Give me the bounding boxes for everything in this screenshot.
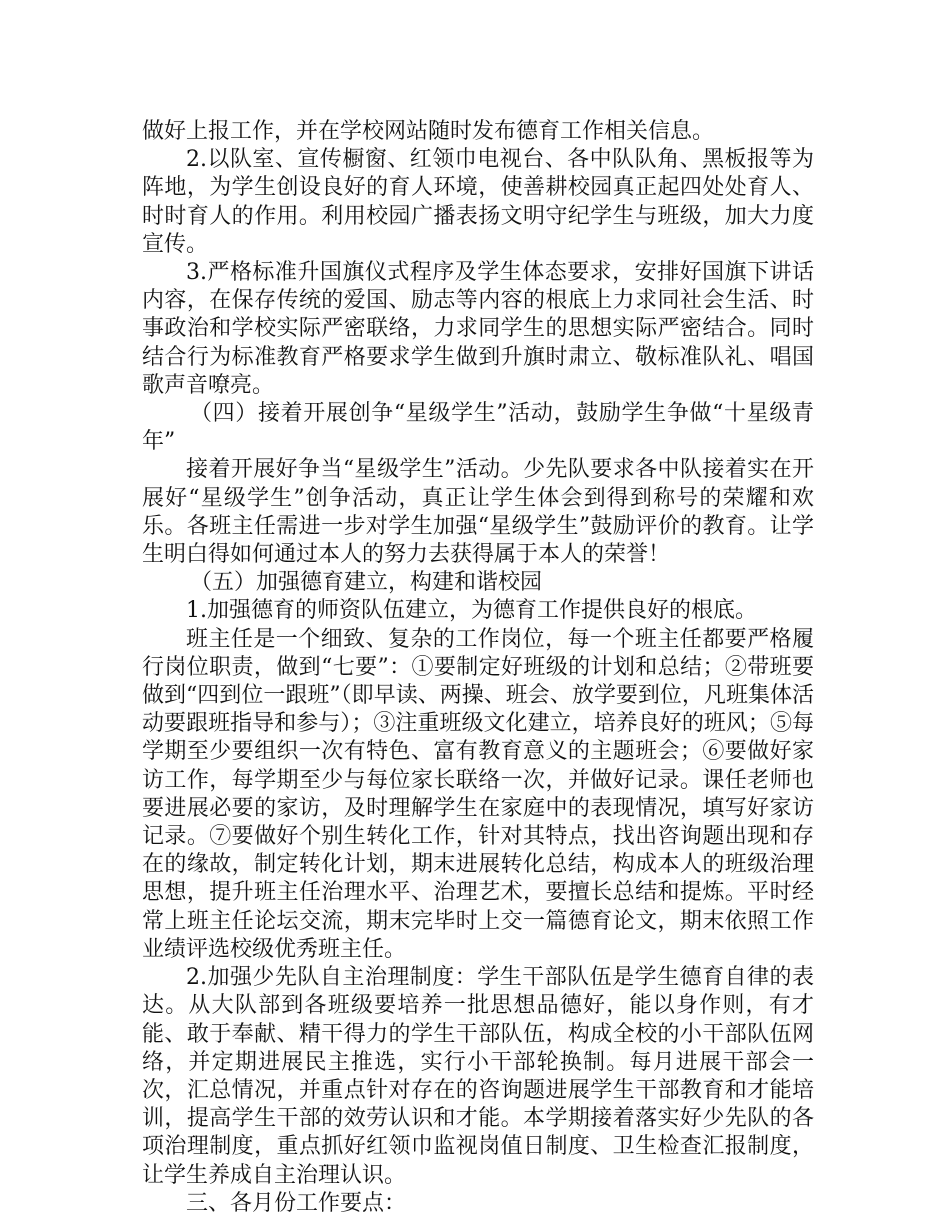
paragraph-class-teacher-duties: 班主任是一个细致、复杂的工作岗位，每一个班主任都要严格履行岗位职责，做到“七要”：①要制定好班级的计划和总结；②带班要做到“四到位一跟班”（即早读、两操、班会、放学要到位，凡班集体活动要跟班指导和参与）；③注重班级文化建立，培养良好的班风；⑤每学期至少要组织一次有特色、富有教育意义的主题班会；⑥要做好家访工作，每学期至少与每位家长联络一次，并做好记录。课任老师也要进展必要的家访，及时理解学生在家庭中的表现情况，填写好家访记录。⑦要做好个别生转化工作，针对其特点，找出咨询题出现和存在的缘故，制定转化计划，期末进展转化总结，构成本人的班级治理思想，提升班主任治理水平、治理艺术，要擅长总结和提炼。平时经常上班主任论坛交流，期末完毕时上交一篇德育论文，期末依照工作业绩评选校级优秀班主任。 (142, 626, 814, 962)
paragraph-report-work: 做好上报工作，并在学校网站随时发布德育工作相关信息。 (142, 119, 715, 144)
paragraph-item-3-flag-ceremony: 3.严格标准升国旗仪式程序及学生体态要求，安排好国旗下讲话内容，在保存传统的爱国、励志等内容的根底上力求同社会生活、时事政治和学校实际严密联络，力求同学生的思想实际严密结合。同时结合行为标准教育严格要求学生做到升旗时肃立、敬标准队礼、唱国歌声音嘹亮。 (142, 260, 814, 398)
section-heading-4-star-students: （四）接着开展创争“星级学生”活动，鼓励学生争做“十星级青年” (142, 401, 814, 455)
paragraph-star-students-activity: 接着开展好争当“星级学生”活动。少先队要求各中队接着实在开展好“星级学生”创争活动，真正让学生体会到得到称号的荣耀和欢乐。各班主任需进一步对学生加强“星级学生”鼓励评价的教育。让学生明白得如何通过本人的努力去获得属于本人的荣誉！ (142, 457, 814, 568)
document-body (142, 118, 814, 1218)
paragraph-item-1-teacher-team: 1.加强德育的师资队伍建立，为德育工作提供良好的根底。 (186, 598, 757, 624)
paragraph-item-2-environment: 2.以队室、宣传橱窗、红领巾电视台、各中队队角、黑板报等为阵地，为学生创设良好的育人环境，使善耕校园真正起四处处育人、时时育人的作用。利用校园广播表扬文明守纪学生与班级，加大力度宣传。 (142, 147, 814, 257)
paragraph-item-2-self-management: 2.加强少先队自主治理制度：学生干部队伍是学生德育自律的表达。从大队部到各班级要培养一批思想品德好，能以身作则，有才能、敢于奉献、精干得力的学生干部队伍，构成全校的小干部队伍网络，并定期进展民主推选，实行小干部轮换制。每月进展干部会一次，汇总情况，并重点针对存在的咨询题进展学生干部教育和才能培训，提高学生干部的效劳认识和才能。本学期接着落实好少先队的各项治理制度，重点抓好红领巾监视岗值日制度、卫生检查汇报制度，让学生养成自主治理认识。 (142, 965, 814, 1188)
section-heading-monthly-points: 三、各月份工作要点： (186, 1190, 407, 1216)
section-heading-5-moral-education: （五）加强德育建立，构建和谐校园 (190, 570, 543, 596)
